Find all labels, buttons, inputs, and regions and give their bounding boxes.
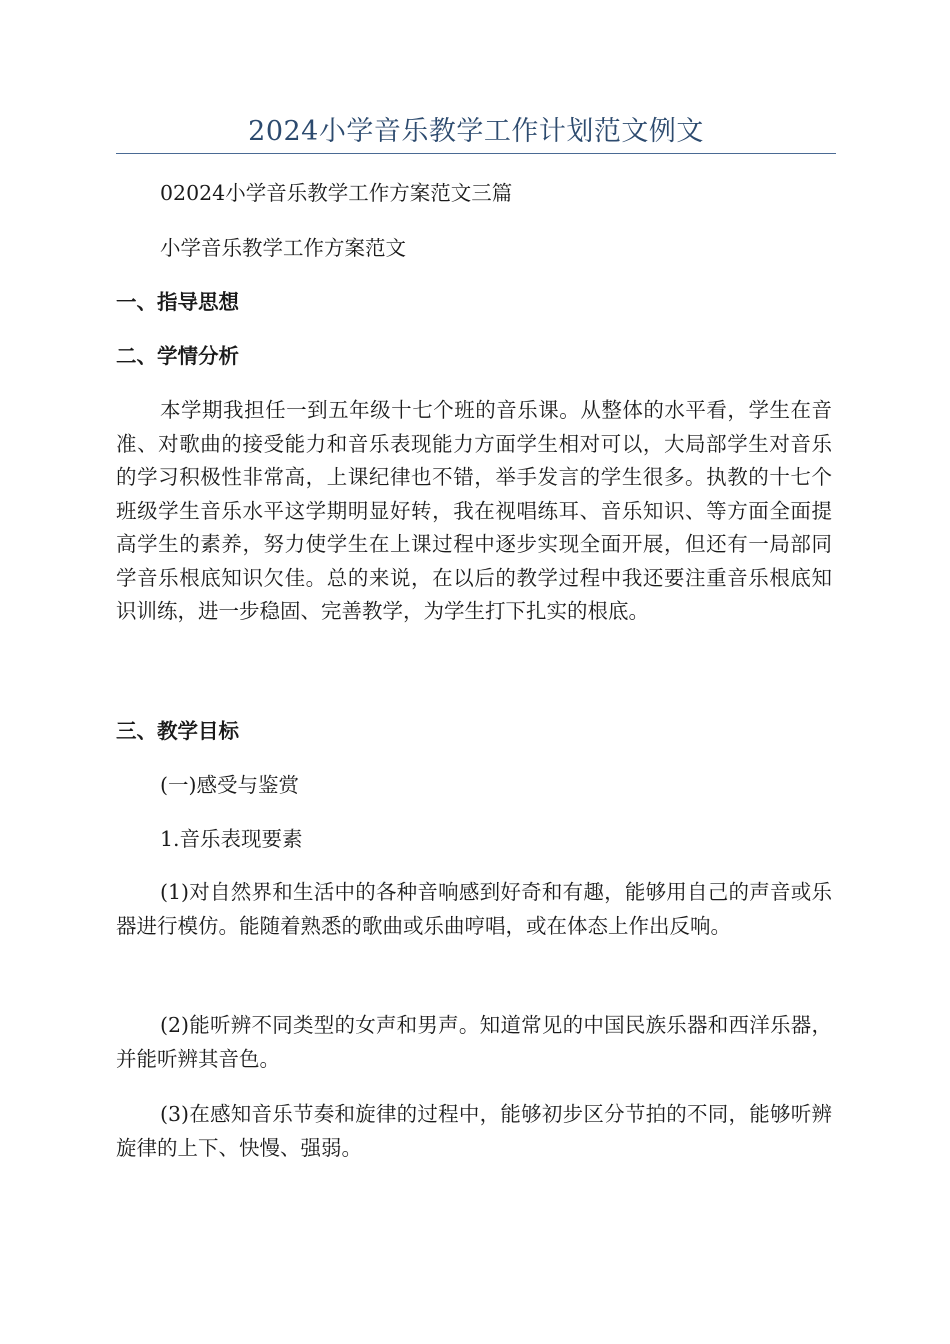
analysis-paragraph: 本学期我担任一到五年级十七个班的音乐课。从整体的水平看，学生在音准、对歌曲的接受能力和音乐表现能力方面学生相对可以，大局部学生对音乐的学习积极性非常高，上课纪律也不错，举手发言的学生很多。执教的十七个班级学生音乐水平这学期明显好转，我在视唱练耳、音乐知识、等方面全面提高学生的素养，努力使学生在上课过程中逐步实现全面开展，但还有一局部同学音乐根底知识欠佳。总的来说，在以后的教学过程中我还要注重音乐根底知识训练，进一步稳固、完善教学，为学生打下扎实的根底。 xyxy=(116,398,832,623)
subsection-music-elements: 1.音乐表现要素 xyxy=(160,827,303,851)
subsection-appreciation: (一)感受与鉴赏 xyxy=(160,773,299,797)
section-heading-student-analysis: 二、学情分析 xyxy=(116,344,239,368)
list-item-3: (3)在感知音乐节奏和旋律的过程中，能够初步区分节拍的不同，能够听辨旋律的上下、快慢、强弱。 xyxy=(116,1102,832,1160)
section-heading-teaching-goals: 三、教学目标 xyxy=(116,719,239,743)
title-underline xyxy=(116,153,836,154)
list-item-2: (2)能听辨不同类型的女声和男声。知道常见的中国民族乐器和西洋乐器，并能听辨其音色。 xyxy=(116,1013,832,1071)
document-title: 2024小学音乐教学工作计划范文例文 xyxy=(248,116,704,147)
list-item-1: (1)对自然界和生活中的各种音响感到好奇和有趣，能够用自己的声音或乐器进行模仿。能随着熟悉的歌曲或乐曲哼唱，或在体态上作出反响。 xyxy=(116,880,832,938)
subtitle-paragraph: 02024小学音乐教学工作方案范文三篇 xyxy=(160,181,513,205)
section-heading-guiding-ideology: 一、指导思想 xyxy=(116,290,239,314)
subtitle-paragraph-2: 小学音乐教学工作方案范文 xyxy=(160,236,406,260)
